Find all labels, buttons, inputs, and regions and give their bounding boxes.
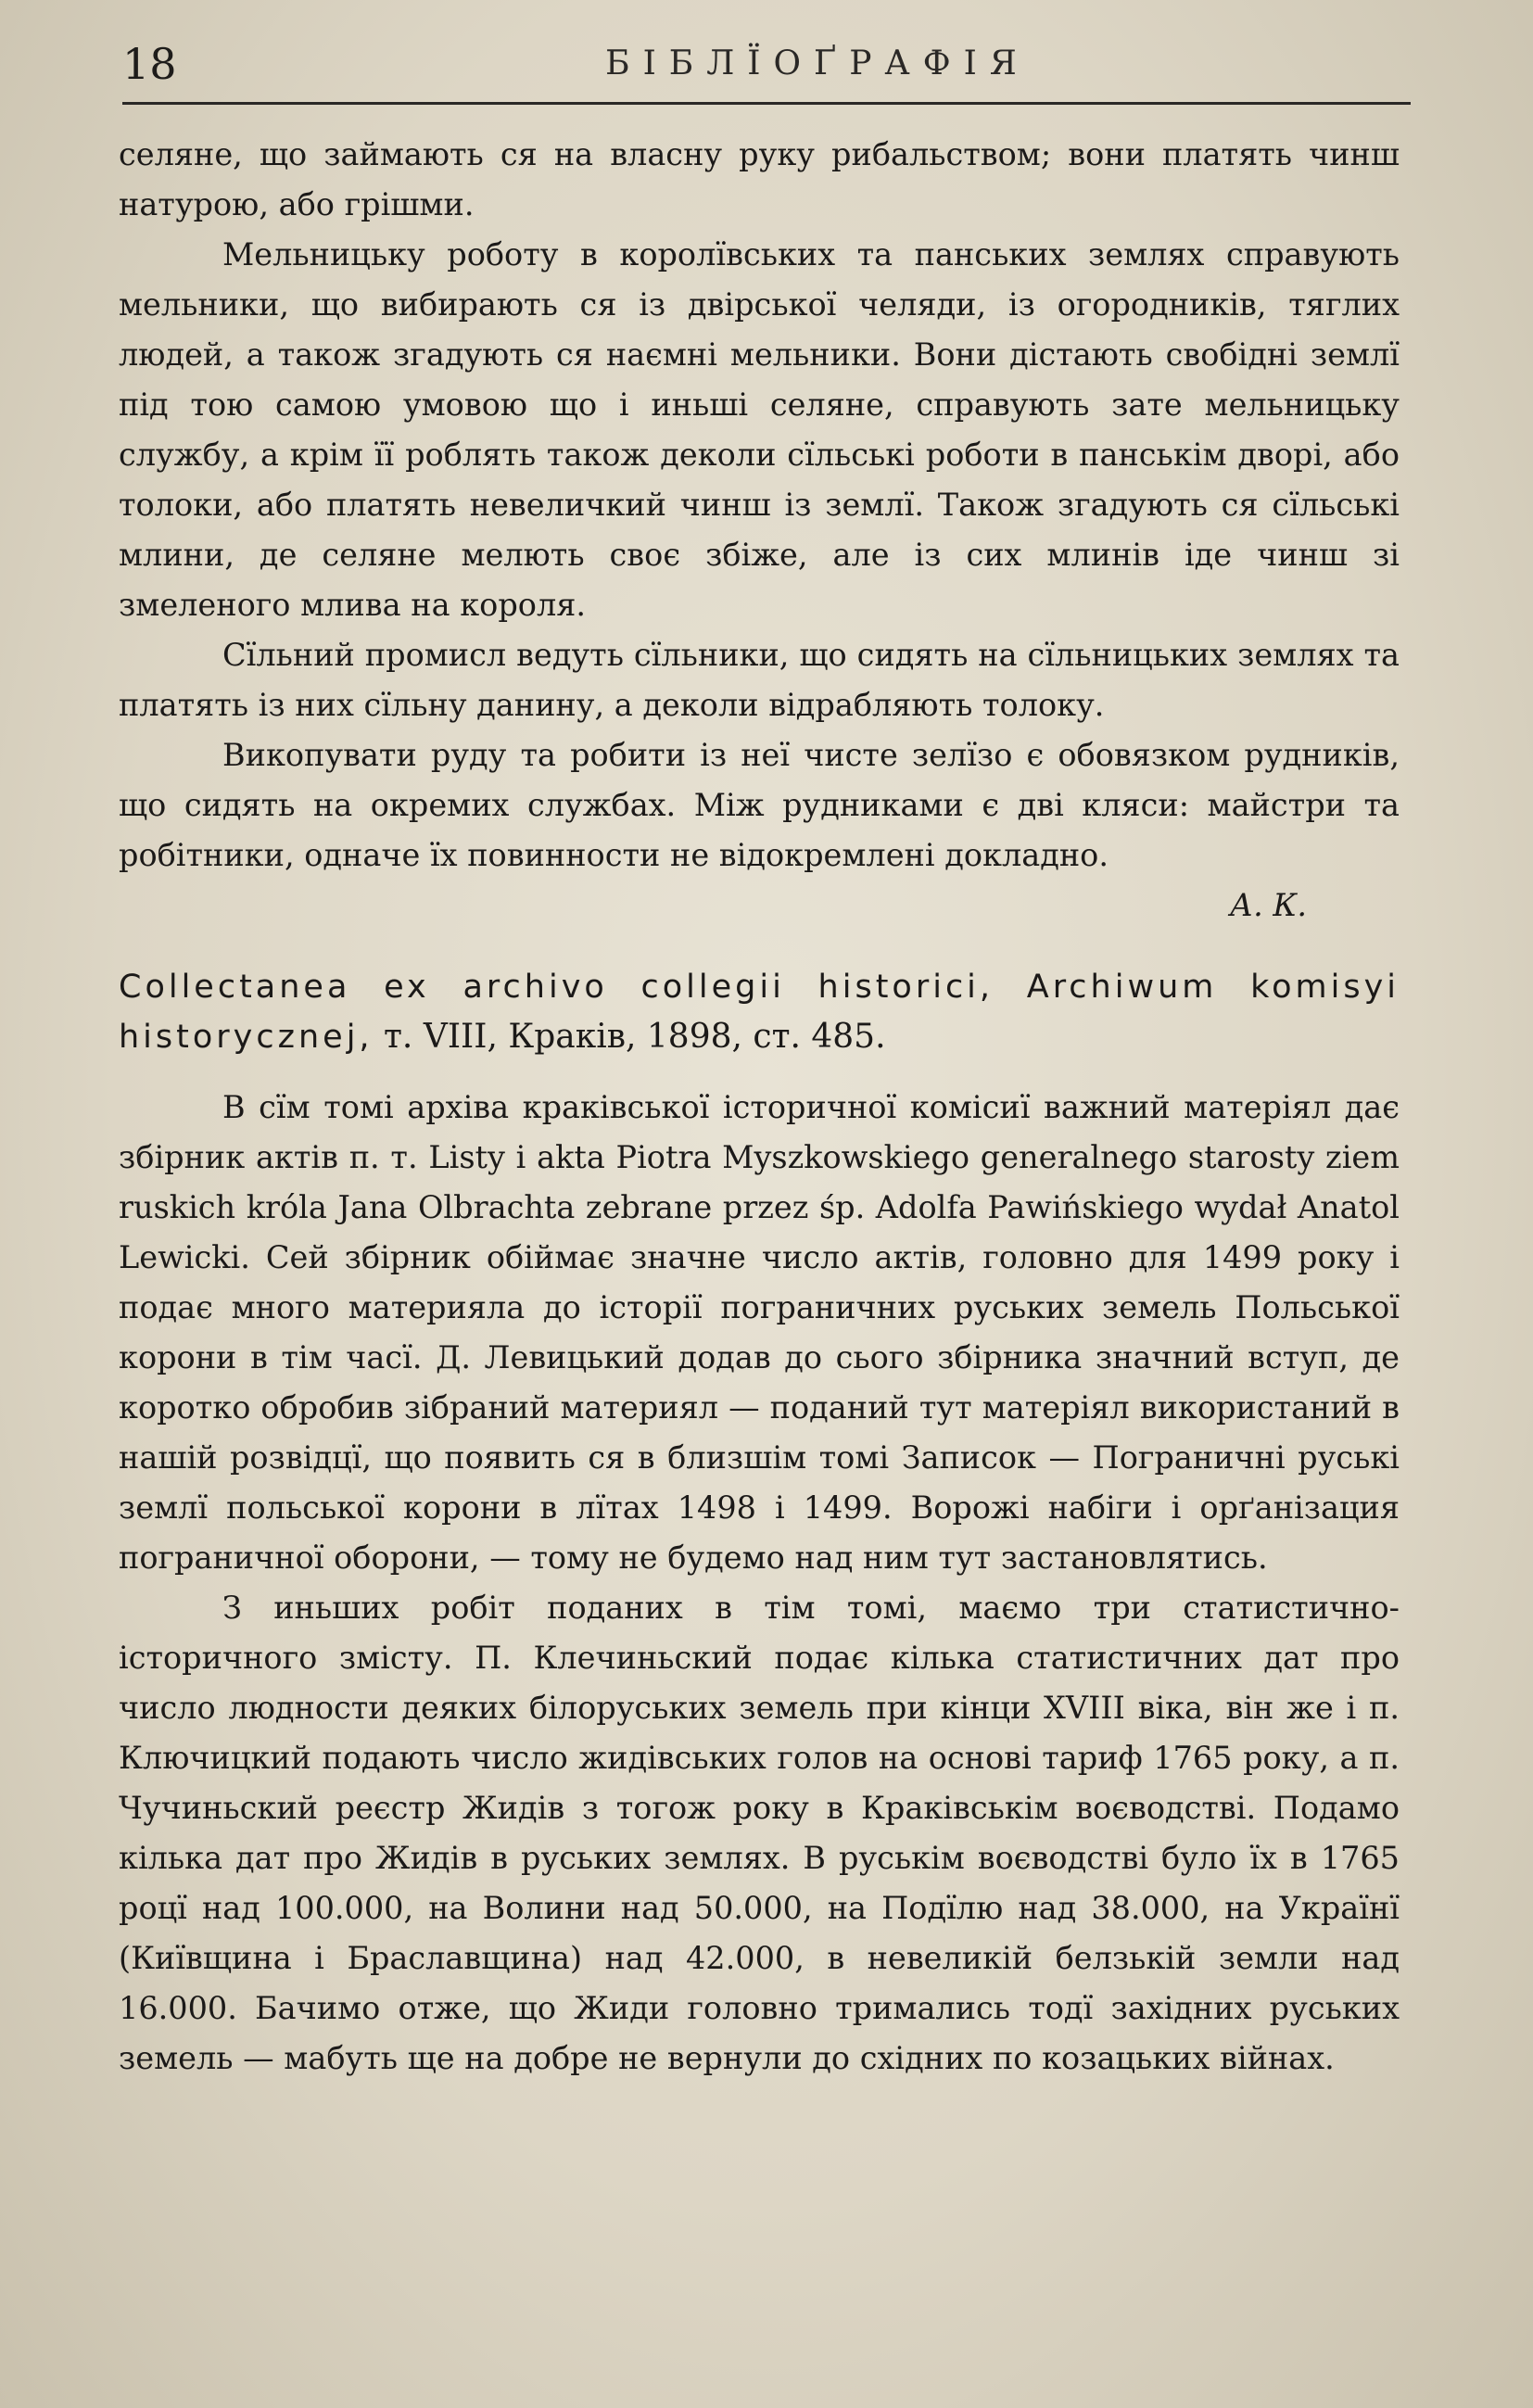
- paragraph-salt: Сїльний промисл ведуть сїльники, що сидять на сїльницьких землях та платять із них сїльну данину, а деколи відрабляють толоку.: [119, 637, 1400, 723]
- review-title-latin: Collectanea ex archivo collegii historici, Archiwum komisyi historycznej,: [119, 969, 1400, 1056]
- paragraph-ore: Викопувати руду та робити із неї чисте зелїзо є обовязком рудників, що сидять на окремих службах. Між рудниками є дві кляси: майстри та робітники, одначе їх повинности не відокремлені докладно.: [119, 737, 1400, 873]
- title-gap: [119, 1062, 1400, 1083]
- paragraph-archive: В сїм томі архіва краківської історичної комісиї важний матеріял дає збірник актів п. т. Listy i akta Piotra Myszkowskiego generalnego starosty ziem ruskich króla Jana Olbrachta zebrane przez śp. Adolfa Pawińskiego wydał Anatol Lewicki. Сей збірник обіймає значне число актів, головно для 1499 року і подає много материяла до історії пограничних руських земель Польської корони в тім часї. Д. Левицький додав до сього збірника значний вступ, де коротко обробив зібраний материял — поданий тут матеріял використаний в нашій розвідцї, що появить ся в близшім томі Записок — Пограничні руські землї польської корони в лїтах 1498 і 1499. Ворожі набіги і орґанізация пограничної оборони, — тому не будемо над ним тут застановлятись.: [119, 1089, 1400, 1576]
- review-title-details: т. VIII, Краків, 1898, ст. 485.: [384, 1018, 886, 1056]
- section-gap: [119, 931, 1400, 962]
- paragraph-millers: Мельницьку роботу в королївських та панських землях справують мельники, що вибирають ся із двірської челяди, із огородників, тяглих людей, а також згадують ся наємні мельники. Вони дістають свобідні землї під тою самою умовою що і иньші селяне, справують зате мельницьку службу, а крім її роблять також деколи сїльські роботи в панськім дворі, або толоки, або платять невеличкий чинш із землї. Також згадують ся сїльські млини, де селяне мелють своє збіже, але із сих млинів іде чинш зі змеленого млива на короля.: [119, 236, 1400, 623]
- page-header: [122, 32, 1411, 106]
- page-number: 18: [122, 39, 177, 89]
- page-body: [119, 130, 1400, 2084]
- paragraph-fishermen: селяне, що займають ся на власну руку рибальством; вони платять чинш натурою, або грішми.: [119, 136, 1400, 222]
- review-title: [119, 962, 1400, 1062]
- running-title: БІБЛЇОҐРАФІЯ: [605, 44, 1030, 82]
- author-signature: А. К.: [1229, 887, 1307, 923]
- header-rule: [122, 102, 1411, 105]
- paragraph-statistics: З иньших робіт поданих в тім томі, маємо три статистично-історичного змісту. П. Клечиньский подає кілька статистичних дат про число людности деяких білоруських земель при кінци XVIII віка, він же і п. Ключицкий подають число жидівських голов на основі тариф 1765 року, а п. Чучиньский реєстр Жидів з тогож року в Краківськім воєводстві. Подамо кілька дат про Жидів в руських землях. В руськім воєводстві було їх в 1765 роцї над 100.000, на Волини над 50.000, на Подїлю над 38.000, на Українї (Київщина і Браславщина) над 42.000, в невеликій белзькій земли над 16.000. Бачимо отже, що Жиди головно тримались тодї західних руських земель — мабуть ще на добре не вернули до східних по козацьких війнах.: [119, 1590, 1400, 2076]
